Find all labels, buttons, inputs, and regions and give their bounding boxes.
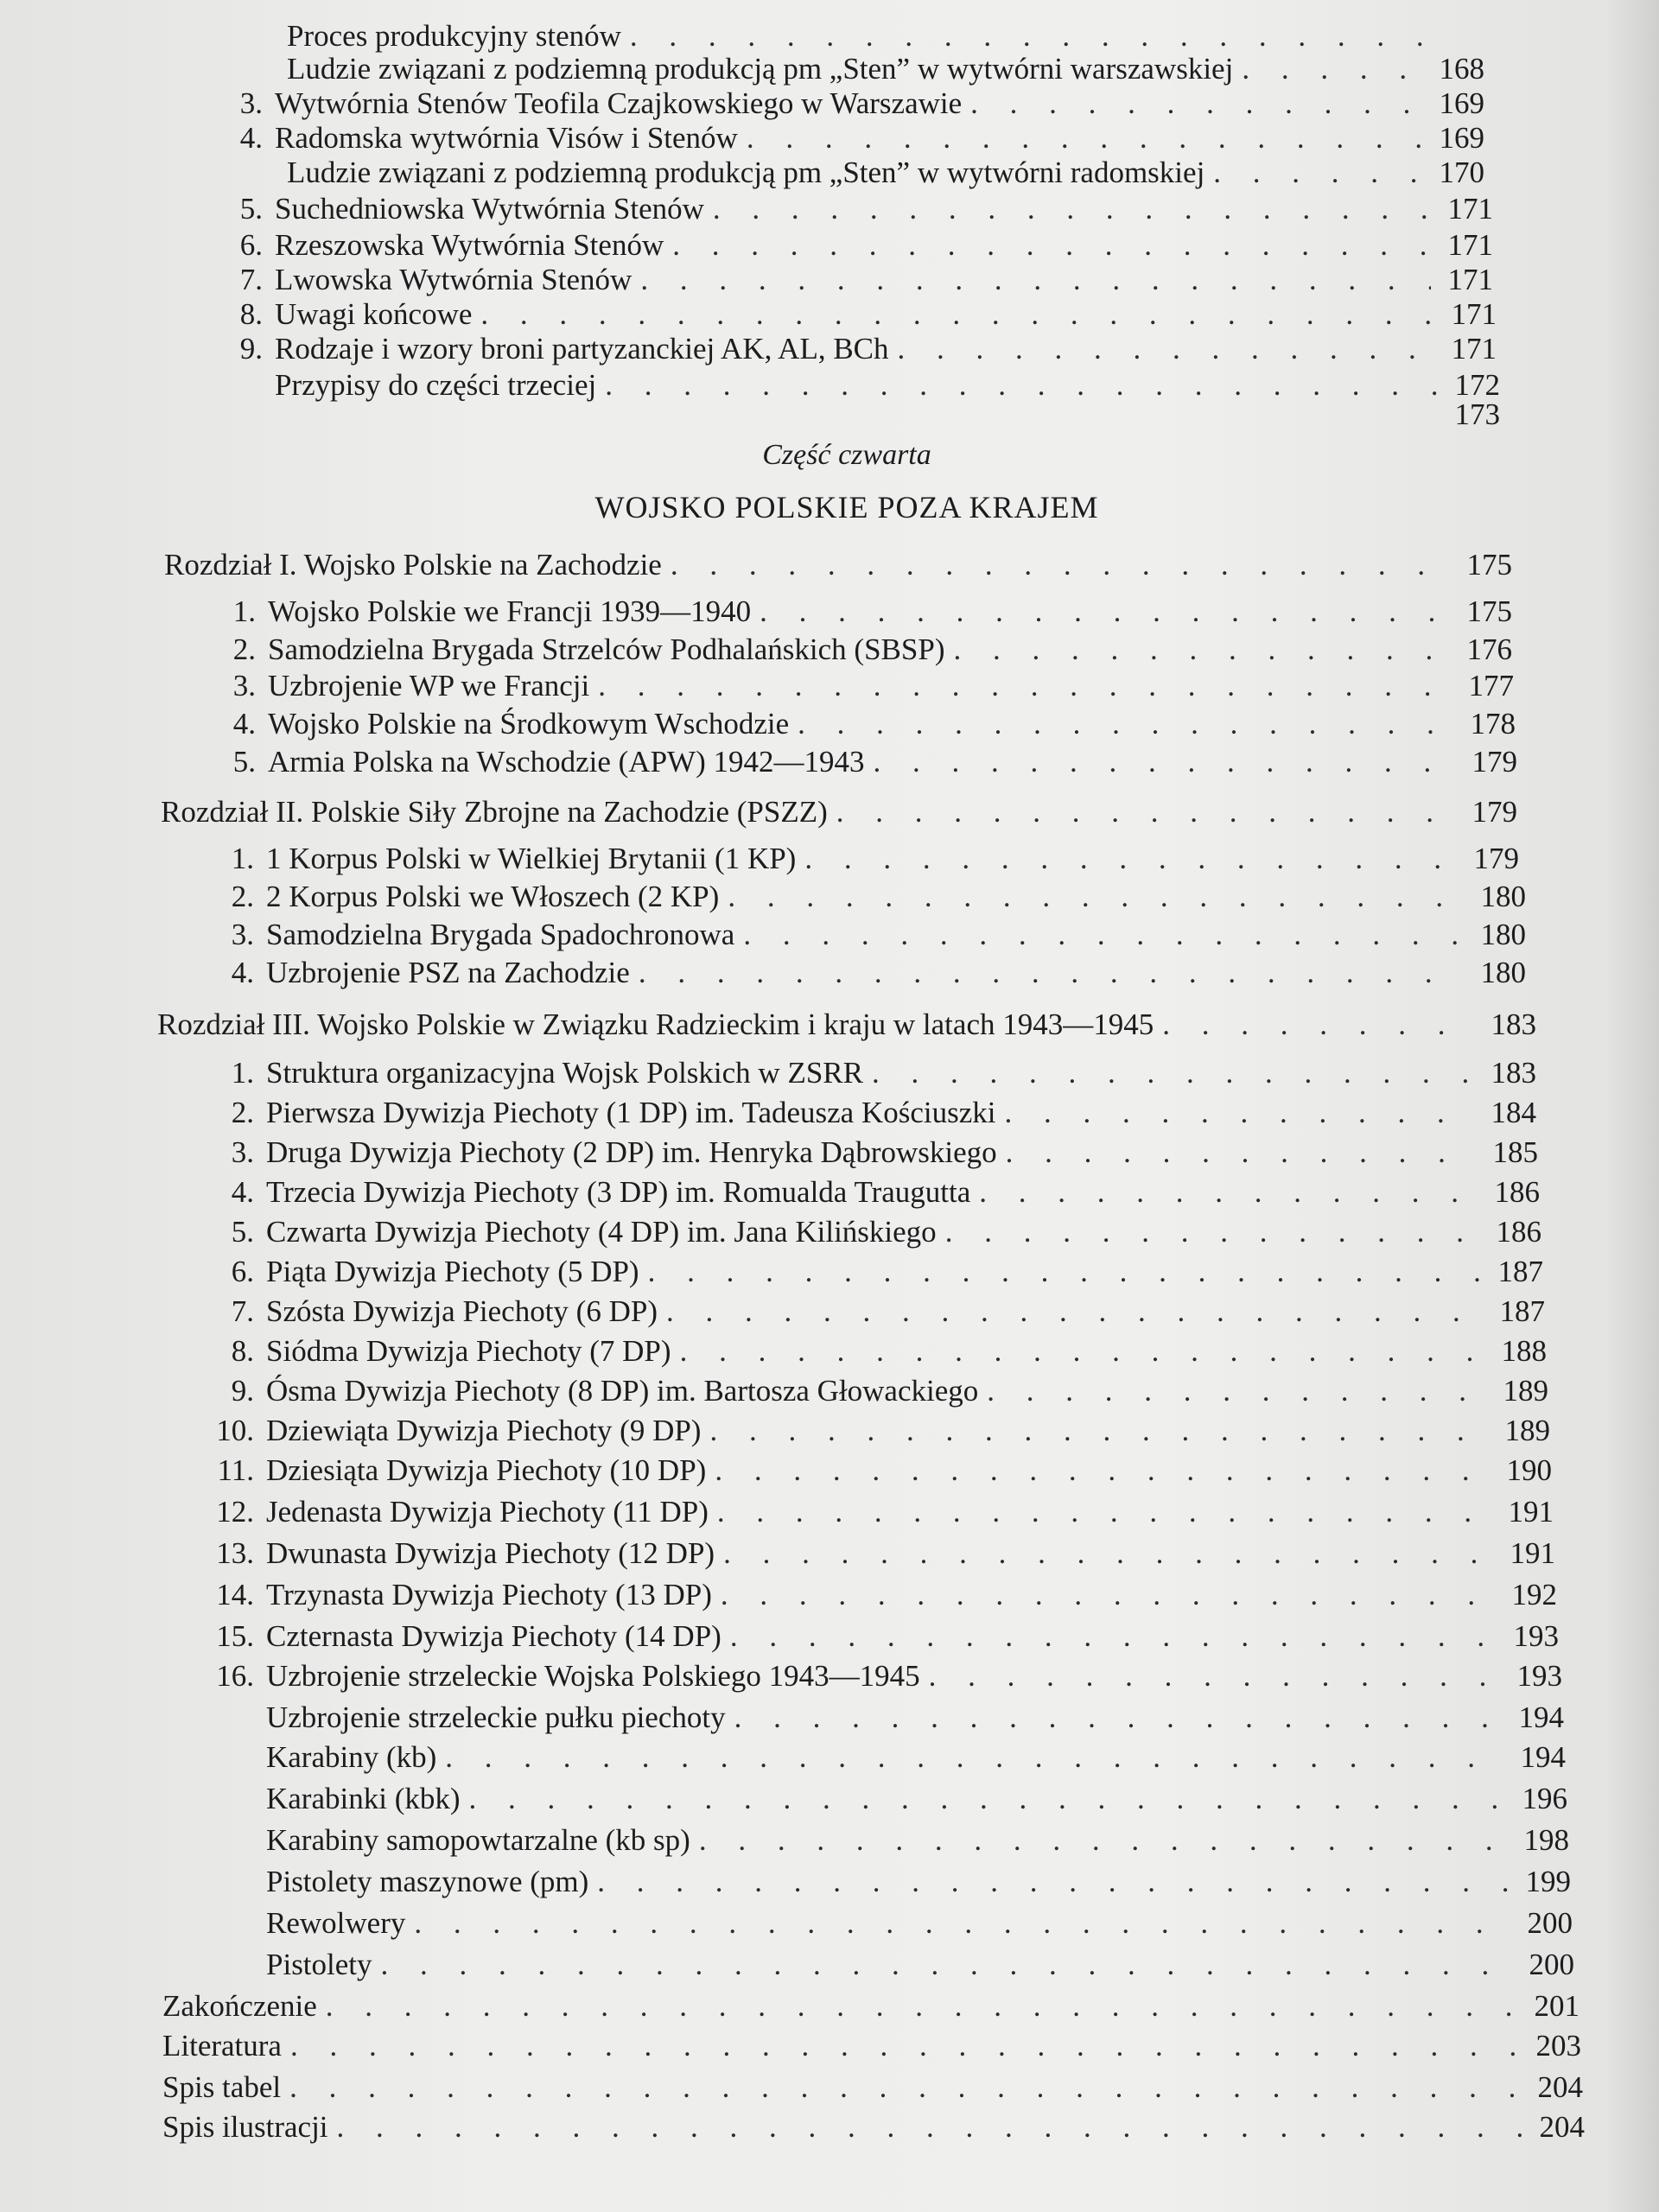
leader-dots	[480, 296, 1434, 334]
leader-dots	[872, 1054, 1474, 1092]
leader-dots	[804, 840, 1457, 878]
toc-entry	[206, 1372, 1548, 1410]
entry-number: 14.	[216, 1578, 254, 1611]
entry-page: 200	[1529, 1948, 1574, 1981]
leader-dots	[715, 1452, 1490, 1490]
entry-title: Samodzielna Brygada Spadochronowa	[266, 918, 735, 951]
entry-title: Spis tabel	[162, 2070, 282, 2104]
entry-title: Ludzie związani z podziemną produkcją pm „Sten” w wytwórni warszawskiej	[287, 52, 1234, 86]
leader-dots	[873, 743, 1455, 781]
entry-number: 3.	[231, 1135, 254, 1169]
leader-dots	[728, 878, 1464, 916]
entry-title: Pistolety maszynowe (pm)	[266, 1865, 589, 1898]
entry-number: 4.	[239, 121, 263, 155]
leader-dots	[1213, 154, 1422, 192]
entry-page: 194	[1520, 1740, 1566, 1774]
entry-number: 5.	[239, 192, 263, 226]
leader-dots	[666, 1293, 1483, 1331]
leader-dots	[709, 1412, 1488, 1450]
entry-page: 180	[1480, 918, 1526, 951]
entry-number: 3.	[231, 918, 254, 951]
toc-entry	[206, 1173, 1540, 1211]
entry-number: 5.	[232, 745, 256, 779]
toc-entry	[207, 631, 1512, 669]
entry-title: Trzynasta Dywizja Piechoty (13 DP)	[266, 1578, 712, 1611]
entry-title: Czternasta Dywizja Piechoty (14 DP)	[266, 1619, 721, 1653]
entry-page: 179	[1471, 795, 1517, 829]
entry-page: 178	[1470, 707, 1516, 741]
toc-entry	[214, 119, 1484, 157]
leader-dots	[671, 546, 1450, 584]
leader-dots	[326, 1987, 1517, 2025]
entry-number: 4.	[232, 707, 256, 741]
leader-dots	[970, 85, 1422, 123]
entry-number: 12.	[216, 1495, 254, 1529]
leader-dots	[1005, 1094, 1475, 1132]
entry-number: 3.	[232, 669, 256, 702]
entry-page: 201	[1534, 1989, 1580, 2023]
leader-dots	[734, 1699, 1502, 1737]
toc-entry	[214, 85, 1484, 123]
entry-title: Rzeszowska Wytwórnia Stenów	[275, 228, 664, 262]
entry-page: 204	[1539, 2110, 1585, 2144]
leader-dots	[836, 793, 1455, 831]
toc-entry	[206, 1134, 1538, 1172]
leader-dots	[747, 119, 1422, 157]
entry-title: Rodzaje i wzory broni partyzanckiej AK, AL, BCh	[275, 332, 889, 365]
entry-title: Piąta Dywizja Piechoty (5 DP)	[266, 1255, 639, 1288]
entry-page: 183	[1491, 1007, 1536, 1041]
entry-title: Szósta Dywizja Piechoty (6 DP)	[266, 1294, 658, 1328]
entry-page: 194	[1518, 1700, 1564, 1734]
entry-page: 191	[1510, 1536, 1555, 1570]
toc-entry	[206, 840, 1519, 878]
leader-dots	[713, 190, 1431, 228]
entry-title: Druga Dywizja Piechoty (2 DP) im. Henryka Dąbrowskiego	[266, 1135, 997, 1169]
entry-page: 198	[1523, 1823, 1569, 1857]
entry-page: 190	[1506, 1453, 1552, 1487]
entry-number: 1.	[231, 1056, 254, 1090]
toc-entry	[206, 1738, 1566, 1777]
leader-dots	[597, 1863, 1509, 1901]
entry-title: Dziesiąta Dywizja Piechoty (10 DP)	[266, 1453, 707, 1487]
entry-number: 10.	[216, 1414, 254, 1447]
entry-page: 189	[1503, 1374, 1548, 1408]
toc-entry	[206, 1213, 1541, 1251]
entry-title: Uwagi końcowe	[275, 297, 473, 331]
part-title: WOJSKO POLSKIE POZA KRAJEM	[594, 490, 1099, 524]
leader-dots	[1006, 1134, 1476, 1172]
leader-dots	[743, 916, 1464, 954]
entry-title: 2 Korpus Polski we Włoszech (2 KP)	[266, 880, 720, 913]
toc-entry	[206, 1657, 1562, 1695]
entry-title: Siódma Dywizja Piechoty (7 DP)	[266, 1334, 671, 1368]
toc-entry	[214, 190, 1493, 228]
toc-entry	[207, 705, 1516, 743]
leader-dots	[672, 226, 1431, 264]
entry-page: 172	[1454, 368, 1500, 402]
toc-entry	[206, 1576, 1557, 1614]
toc-entry	[162, 2069, 1583, 2107]
leader-dots	[445, 1738, 1503, 1777]
entry-page: 187	[1499, 1294, 1545, 1328]
leader-dots	[987, 1372, 1486, 1410]
entry-page: 187	[1497, 1255, 1543, 1288]
entry-page: 186	[1494, 1175, 1540, 1209]
toc-entry	[162, 2108, 1585, 2146]
entry-title: Trzecia Dywizja Piechoty (3 DP) im. Romualda Traugutta	[266, 1175, 971, 1209]
leader-dots	[381, 1946, 1512, 1984]
entry-title: Uzbrojenie strzeleckie pułku piechoty	[266, 1700, 726, 1734]
entry-title: Radomska wytwórnia Visów i Stenów	[275, 121, 738, 155]
entry-page: 179	[1471, 745, 1517, 779]
page-edge-shadow	[1607, 0, 1659, 2212]
entry-title: Wojsko Polskie we Francji 1939—1940	[268, 594, 752, 628]
leader-dots	[680, 1332, 1484, 1370]
entry-title: Przypisy do części trzeciej	[275, 368, 597, 402]
entry-page: 170	[1439, 156, 1484, 189]
entry-title: Samodzielna Brygada Strzelców Podhalańskich (SBSP)	[268, 632, 945, 666]
entry-page: 180	[1480, 880, 1526, 913]
entry-page: 173	[1454, 397, 1500, 431]
entry-number: 2.	[231, 1096, 254, 1129]
chapter-heading	[161, 793, 1517, 831]
leader-dots	[717, 1493, 1491, 1531]
leader-dots	[639, 954, 1464, 992]
entry-number: 11.	[217, 1453, 254, 1487]
toc-entry	[206, 1821, 1569, 1859]
entry-page: 169	[1439, 121, 1484, 155]
entry-title: Uzbrojenie PSZ na Zachodzie	[266, 956, 630, 989]
entry-page: 191	[1508, 1495, 1554, 1529]
entry-number: 6.	[239, 228, 263, 262]
entry-page: 175	[1466, 548, 1512, 582]
entry-number: 2.	[231, 880, 254, 913]
entry-title: Uzbrojenie WP we Francji	[268, 669, 590, 702]
entry-number: 5.	[231, 1215, 254, 1249]
chapter-heading	[157, 1006, 1536, 1044]
entry-number: 3.	[239, 86, 263, 120]
leader-dots	[640, 261, 1431, 299]
leader-dots	[289, 2069, 1521, 2107]
toc-entry	[1296, 396, 1500, 434]
entry-page: 183	[1491, 1056, 1536, 1090]
toc-entry	[214, 261, 1493, 299]
toc-entry	[206, 1946, 1574, 1984]
entry-title: Wytwórnia Stenów Teofila Czajkowskiego w Warszawie	[275, 86, 963, 120]
entry-title: Rewolwery	[266, 1906, 406, 1940]
entry-title: Pierwsza Dywizja Piechoty (1 DP) im. Tadeusza Kościuszki	[266, 1096, 996, 1129]
part-label: Część czwarta	[762, 439, 931, 471]
toc-entry	[206, 878, 1526, 916]
toc-entry	[162, 2027, 1581, 2065]
toc-entry	[206, 1094, 1536, 1132]
entry-page: 196	[1522, 1782, 1567, 1815]
entry-page: 184	[1491, 1096, 1536, 1129]
entry-page: 204	[1537, 2070, 1583, 2104]
entry-title: Ósma Dywizja Piechoty (8 DP) im. Bartosza Głowackiego	[266, 1374, 979, 1408]
leader-dots	[929, 1657, 1500, 1695]
entry-title: Jedenasta Dywizja Piechoty (11 DP)	[266, 1495, 709, 1529]
entry-number: 8.	[231, 1334, 254, 1368]
entry-number: 7.	[231, 1294, 254, 1328]
entry-page: 179	[1473, 842, 1519, 875]
toc-entry	[206, 1054, 1536, 1092]
entry-title: Pistolety	[266, 1948, 372, 1981]
entry-title: Karabiny samopowtarzalne (kb sp)	[266, 1823, 690, 1857]
entry-title: Spis ilustracji	[162, 2110, 328, 2144]
leader-dots	[730, 1618, 1497, 1656]
entry-number: 4.	[231, 956, 254, 989]
toc-entry	[206, 1904, 1573, 1942]
entry-number: 6.	[231, 1255, 254, 1288]
toc-entry	[226, 154, 1484, 192]
leader-dots	[1242, 50, 1422, 88]
toc-entry	[206, 1332, 1547, 1370]
toc-entry	[206, 1493, 1554, 1531]
entry-title: Struktura organizacyjna Wojsk Polskich w ZSRR	[266, 1056, 863, 1090]
toc-entry	[206, 1253, 1543, 1291]
toc-entry	[206, 1412, 1550, 1450]
entry-title: Karabiny (kb)	[266, 1740, 437, 1774]
entry-page: 180	[1480, 956, 1526, 989]
toc-entry	[207, 667, 1514, 705]
entry-title: Dziewiąta Dywizja Piechoty (9 DP)	[266, 1414, 702, 1447]
entry-title: Uzbrojenie strzeleckie Wojska Polskiego 1943—1945	[266, 1659, 920, 1693]
toc-entry	[206, 1293, 1545, 1331]
entry-page: 193	[1513, 1619, 1559, 1653]
entry-page: 200	[1527, 1906, 1573, 1940]
entry-page: 171	[1451, 332, 1497, 365]
leader-dots	[598, 667, 1452, 705]
leader-dots	[337, 2108, 1522, 2146]
entry-title: Proces produkcyjny stenów	[287, 19, 621, 53]
entry-title: Wojsko Polskie na Środkowym Wschodzie	[268, 707, 790, 741]
entry-title: Czwarta Dywizja Piechoty (4 DP) im. Jana Kilińskiego	[266, 1215, 937, 1249]
entry-number: 13.	[216, 1536, 254, 1570]
entry-number: 4.	[231, 1175, 254, 1209]
entry-page: 171	[1447, 192, 1493, 226]
entry-page: 177	[1468, 669, 1514, 702]
chapter-title: Rozdział I. Wojsko Polskie na Zachodzie	[164, 548, 662, 582]
entry-title: Zakończenie	[162, 1989, 317, 2023]
entry-number: 1.	[231, 842, 254, 875]
leader-dots	[979, 1173, 1478, 1211]
toc-entry	[206, 1618, 1559, 1656]
leader-dots	[798, 705, 1453, 743]
entry-page: 171	[1447, 263, 1493, 296]
leader-dots	[1162, 1006, 1474, 1044]
entry-title: Lwowska Wytwórnia Stenów	[275, 263, 632, 296]
entry-number: 7.	[239, 263, 263, 296]
toc-entry	[162, 1987, 1580, 2025]
entry-number: 16.	[216, 1659, 254, 1693]
chapter-title: Rozdział II. Polskie Siły Zbrojne na Zachodzie (PSZZ)	[161, 795, 828, 829]
entry-title: Dwunasta Dywizja Piechoty (12 DP)	[266, 1536, 715, 1570]
entry-page: 168	[1439, 52, 1484, 86]
entry-title: Suchedniowska Wytwórnia Stenów	[275, 192, 704, 226]
leader-dots	[290, 2027, 1519, 2065]
entry-page: 199	[1525, 1865, 1571, 1898]
entry-page: 185	[1492, 1135, 1538, 1169]
entry-title: Karabinki (kbk)	[266, 1782, 461, 1815]
toc-entry	[206, 1699, 1564, 1737]
toc-entry	[207, 593, 1512, 631]
leader-dots	[414, 1904, 1510, 1942]
entry-title: Armia Polska na Wschodzie (APW) 1942—1943	[268, 745, 865, 779]
toc-entry	[206, 1863, 1571, 1901]
entry-number: 9.	[239, 332, 263, 365]
entry-page: 175	[1466, 594, 1512, 628]
toc-entry	[206, 1452, 1552, 1490]
leader-dots	[723, 1535, 1493, 1573]
entry-page: 169	[1439, 86, 1484, 120]
entry-page: 171	[1447, 228, 1493, 262]
toc-entry	[214, 330, 1497, 368]
entry-page: 193	[1516, 1659, 1562, 1693]
entry-page: 189	[1504, 1414, 1550, 1447]
entry-page: 171	[1451, 297, 1497, 331]
entry-number: 9.	[231, 1374, 254, 1408]
entry-page: 186	[1496, 1215, 1541, 1249]
entry-number: 2.	[232, 632, 256, 666]
entry-title: Literatura	[162, 2029, 282, 2063]
entry-number: 1.	[232, 594, 256, 628]
toc-entry	[214, 226, 1493, 264]
leader-dots	[469, 1780, 1505, 1818]
toc-entry	[206, 916, 1526, 954]
leader-dots	[760, 593, 1450, 631]
entry-page: 203	[1535, 2029, 1581, 2063]
entry-title: Ludzie związani z podziemną produkcją pm „Sten” w wytwórni radomskiej	[287, 156, 1205, 189]
entry-title: 1 Korpus Polski w Wielkiej Brytanii (1 KP)	[266, 842, 797, 875]
toc-entry	[207, 743, 1517, 781]
entry-page: 188	[1501, 1334, 1547, 1368]
chapter-heading	[164, 546, 1512, 584]
chapter-title: Rozdział III. Wojsko Polskie w Związku Radzieckim i kraju w latach 1943—1945	[157, 1007, 1154, 1041]
toc-entry	[206, 954, 1526, 992]
toc-entry	[226, 50, 1484, 88]
leader-dots	[953, 631, 1450, 669]
leader-dots	[721, 1576, 1495, 1614]
toc-entry	[206, 1780, 1567, 1818]
entry-page: 192	[1511, 1578, 1557, 1611]
entry-page: 176	[1466, 632, 1512, 666]
leader-dots	[898, 330, 1434, 368]
leader-dots	[648, 1253, 1481, 1291]
entry-number: 15.	[216, 1619, 254, 1653]
leader-dots	[945, 1213, 1479, 1251]
toc-entry	[206, 1535, 1555, 1573]
leader-dots	[699, 1821, 1507, 1859]
entry-number: 8.	[239, 297, 263, 331]
toc-entry	[214, 296, 1497, 334]
